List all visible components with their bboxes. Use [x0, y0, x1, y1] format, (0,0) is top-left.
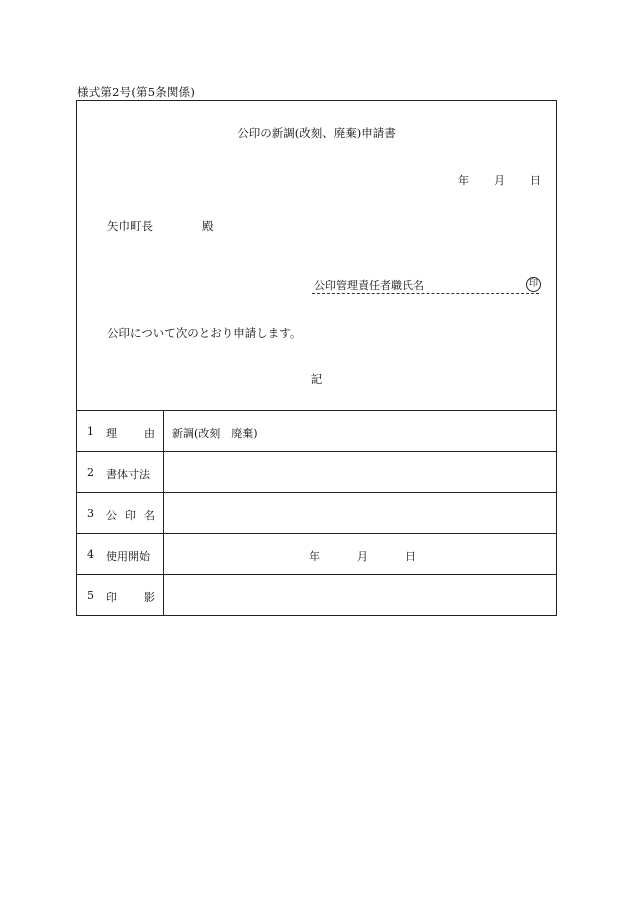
row-label: 書体寸法	[106, 468, 150, 481]
row-header	[77, 534, 164, 574]
form-number-label: 様式第2号(第5条関係)	[77, 85, 196, 99]
table-row-font-size	[77, 451, 556, 492]
request-statement: 公印について次のとおり申請します。	[107, 326, 302, 340]
row-label-char: 公	[106, 509, 117, 522]
signature-line	[312, 293, 539, 294]
row-number: 4	[87, 548, 94, 561]
row-label-char: 由	[144, 427, 155, 440]
start-date-day: 日	[405, 550, 416, 563]
start-date-year: 年	[309, 550, 320, 563]
seal-mark: 印	[526, 277, 541, 292]
row-header	[77, 575, 164, 615]
honorific: 殿	[202, 219, 214, 233]
row-header	[77, 493, 164, 533]
row-number: 1	[87, 425, 94, 438]
date-month: 月	[494, 174, 505, 187]
application-form	[76, 100, 557, 616]
row-label-char: 影	[144, 591, 155, 604]
row-header	[77, 452, 164, 492]
details-table	[77, 410, 556, 615]
table-row-seal-name	[77, 492, 556, 533]
row-label-char: 印	[106, 591, 117, 604]
table-row-seal-impression	[77, 574, 556, 615]
start-date-month: 月	[357, 550, 368, 563]
table-row-reason	[77, 410, 556, 451]
row-number: 2	[87, 466, 94, 479]
row-label-char: 理	[106, 427, 117, 440]
row-number: 3	[87, 507, 94, 520]
date-year: 年	[458, 174, 469, 187]
date-day: 日	[530, 174, 541, 187]
addressee: 矢巾町長	[107, 219, 153, 233]
ki-heading: 記	[310, 372, 323, 386]
row-value: 新調(改刻 廃棄)	[172, 427, 258, 440]
row-header	[77, 411, 164, 451]
document-title: 公印の新調(改刻、廃棄)申請書	[237, 126, 396, 140]
applicant-name-label: 公印管理責任者職氏名	[314, 279, 424, 292]
row-label: 使用開始	[106, 550, 150, 563]
table-row-start-date	[77, 533, 556, 574]
row-number: 5	[87, 589, 94, 602]
row-label-char: 名	[144, 509, 155, 522]
row-label-char: 印	[125, 509, 136, 522]
